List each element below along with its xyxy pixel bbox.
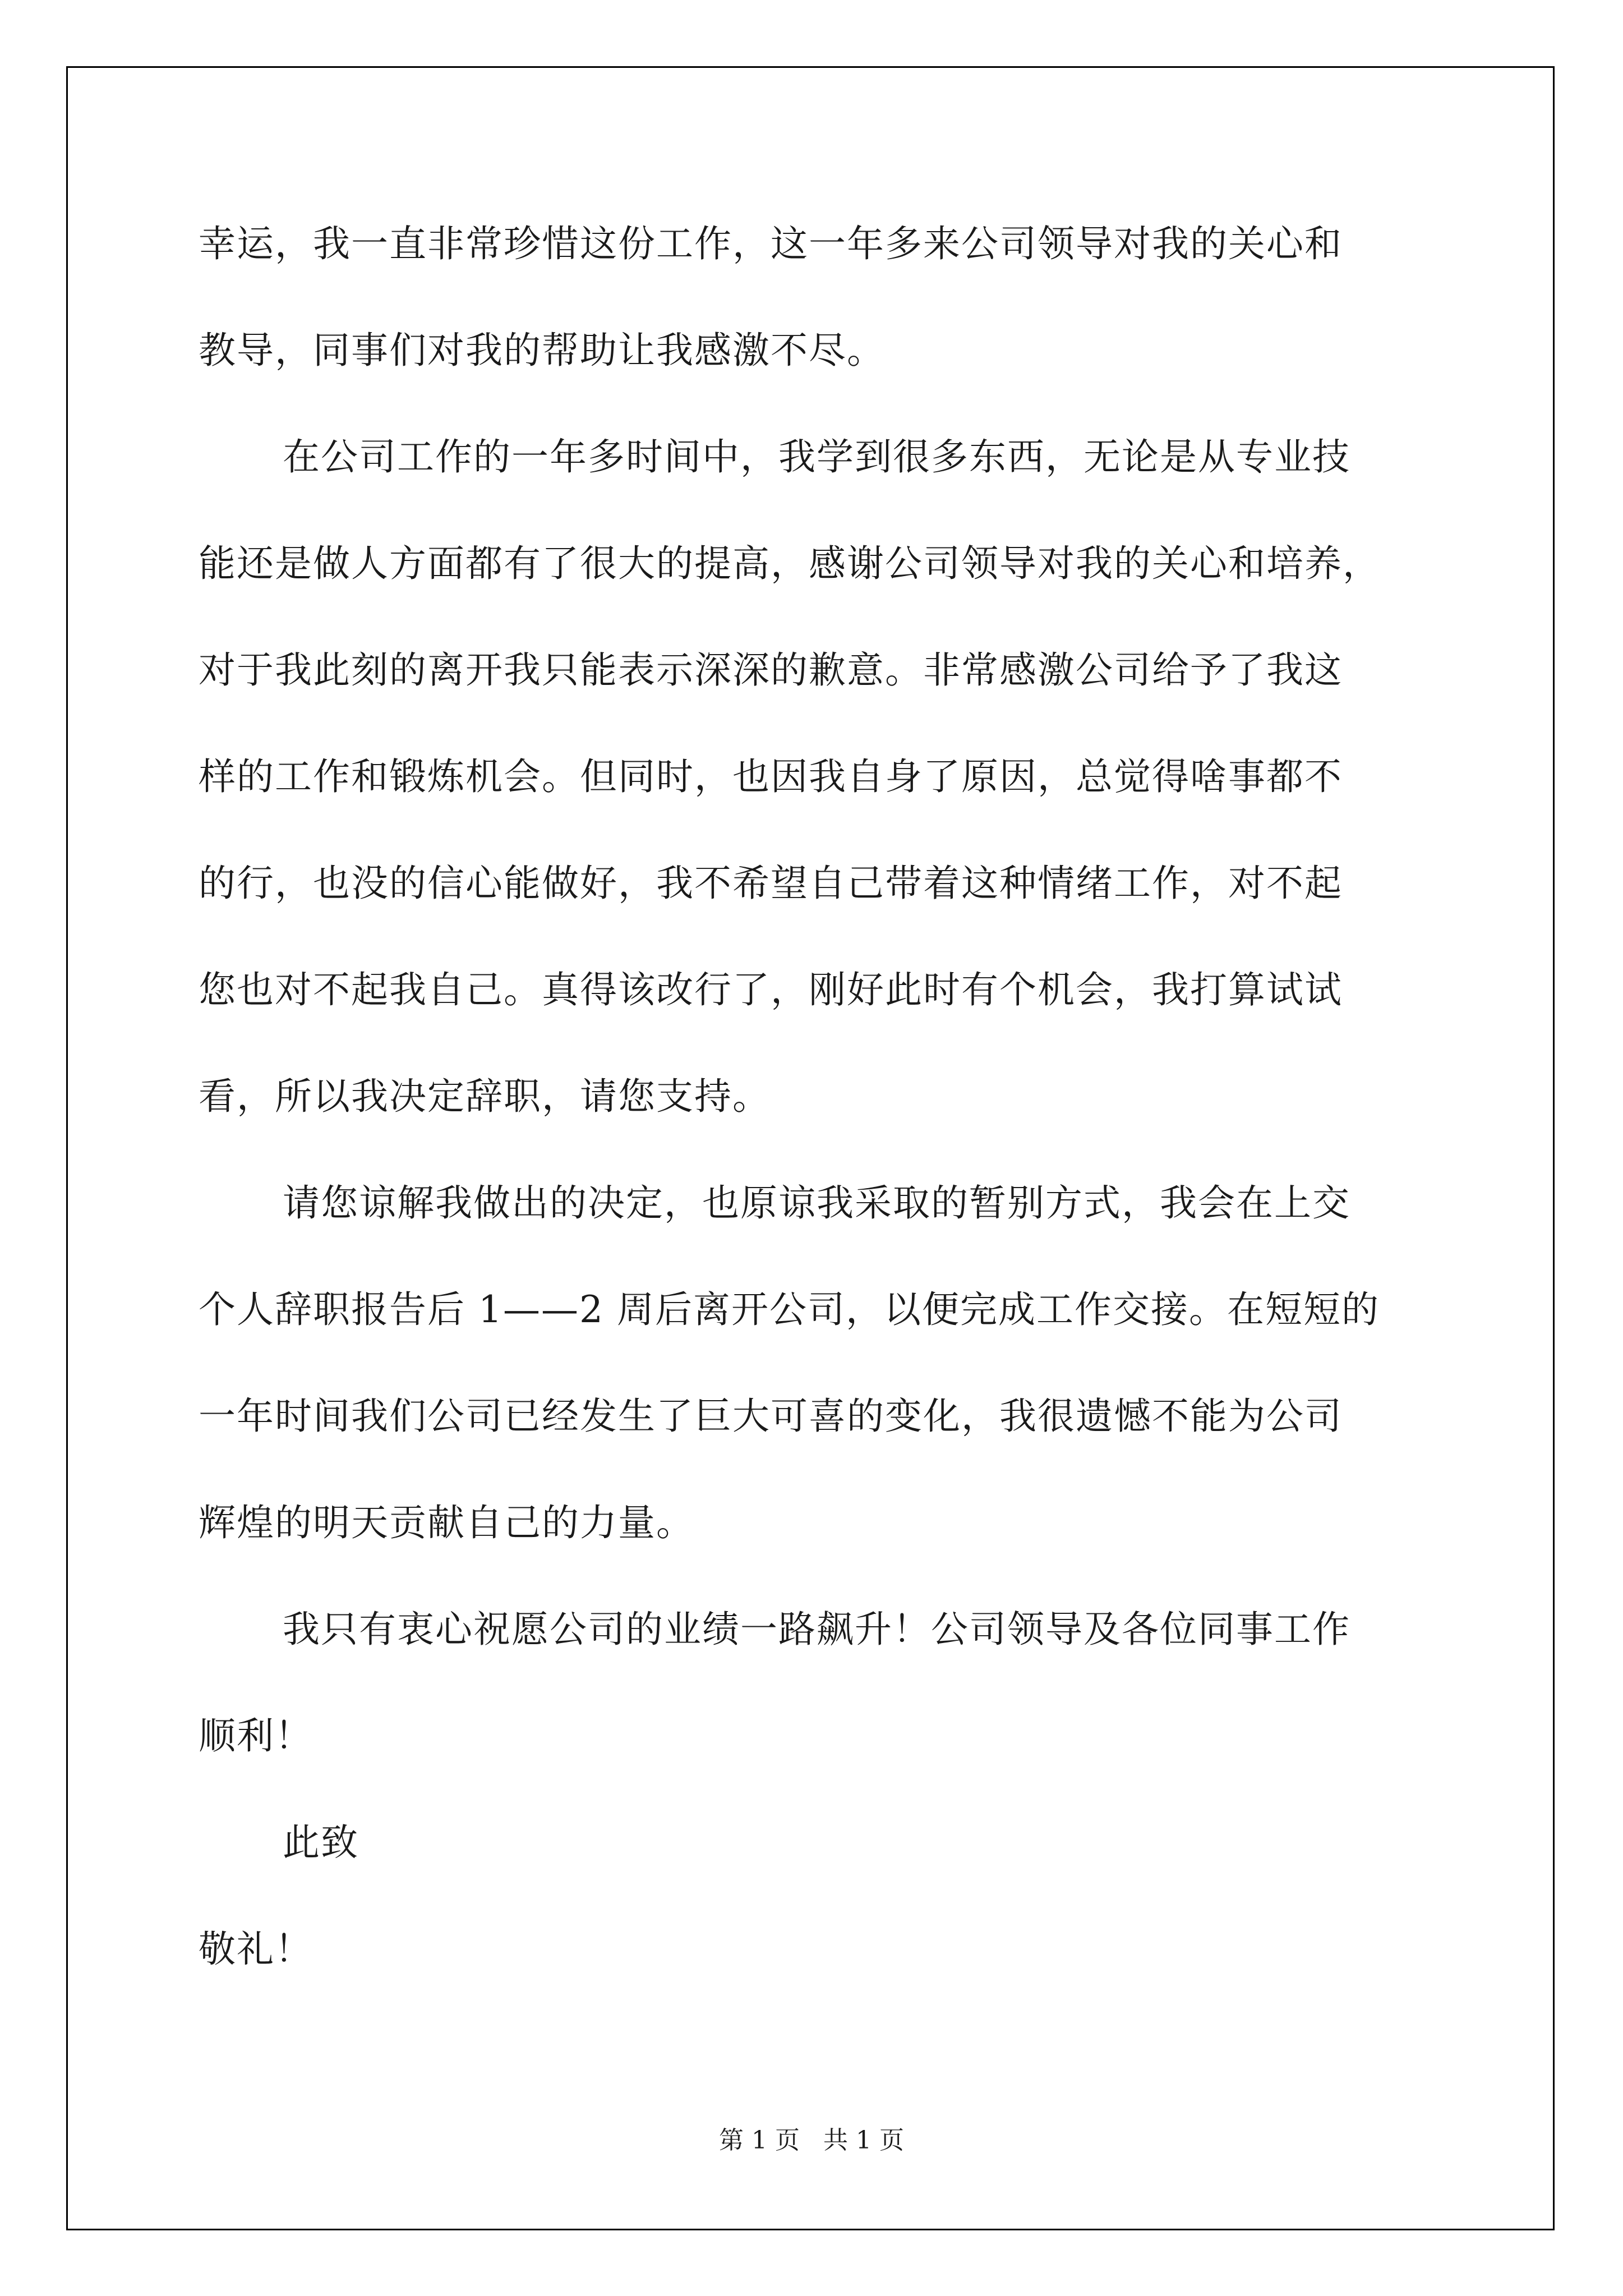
paragraph-line: 您也对不起我自己。真得该改行了，刚好此时有个机会，我打算试试 xyxy=(199,968,1343,1011)
paragraph-line: 样的工作和锻炼机会。但同时，也因我自身了原因，总觉得啥事都不 xyxy=(199,755,1343,798)
closing-salutation: 此致 xyxy=(283,1821,359,1864)
paragraph-line: 教导，同事们对我的帮助让我感激不尽。 xyxy=(199,329,885,372)
paragraph-line: 一年时间我们公司已经发生了巨大可喜的变化，我很遗憾不能为公司 xyxy=(199,1395,1343,1438)
paragraph-line: 请您谅解我做出的决定，也原谅我采取的暂别方式，我会在上交 xyxy=(283,1181,1350,1225)
paragraph-line: 能还是做人方面都有了很大的提高，感谢公司领导对我的关心和培养， xyxy=(199,542,1381,585)
paragraph-line: 看，所以我决定辞职，请您支持。 xyxy=(199,1075,771,1118)
paragraph-line: 对于我此刻的离开我只能表示深深的歉意。非常感激公司给予了我这 xyxy=(199,648,1343,692)
closing-regards: 敬礼！ xyxy=(199,1927,313,1971)
paragraph-line: 辉煌的明天贡献自己的力量。 xyxy=(199,1501,694,1544)
paragraph-line: 个人辞职报告后 1——2 周后离开公司，以便完成工作交接。在短短的 xyxy=(199,1288,1380,1331)
paragraph-line: 幸运，我一直非常珍惜这份工作，这一年多来公司领导对我的关心和 xyxy=(199,222,1343,265)
paragraph-line: 的行，也没的信心能做好，我不希望自己带着这种情绪工作，对不起 xyxy=(199,862,1343,905)
letter-body xyxy=(199,213,1427,2025)
paragraph-line: 在公司工作的一年多时间中，我学到很多东西，无论是从专业技 xyxy=(283,435,1350,478)
paragraph-line: 我只有衷心祝愿公司的业绩一路飙升！公司领导及各位同事工作 xyxy=(283,1608,1350,1651)
paragraph-line: 顺利！ xyxy=(199,1714,313,1757)
page-footer: 第 1 页 共 1 页 xyxy=(719,2126,904,2155)
